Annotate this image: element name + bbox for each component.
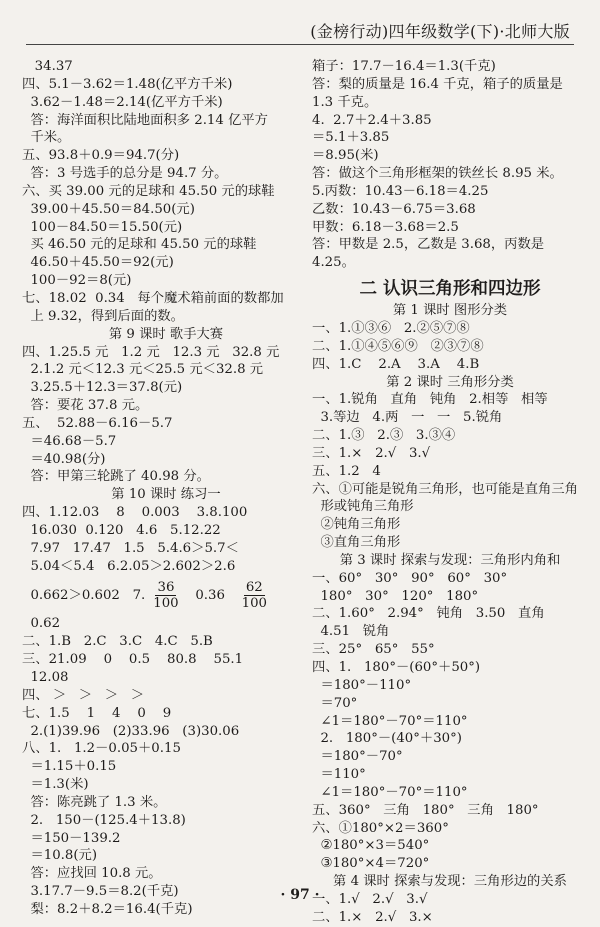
answer-line: 5.丙数：10.43－6.18＝4.25	[312, 183, 489, 199]
answer-line: ③180°×4＝720°	[312, 856, 430, 872]
lesson-heading: 第 9 课时 歌手大赛	[108, 326, 224, 342]
answer-line: 答：做这个三角形框架的铁丝长 8.95 米。	[312, 166, 563, 182]
answer-line: 4. 2.7＋2.4＋3.85	[312, 112, 432, 128]
answer-line: 三、21.09 0 0.5 80.8 55.1	[22, 652, 244, 668]
answer-line: 八、1. 1.2－0.05＋0.15	[22, 741, 181, 757]
answer-line: 甲数：6.18－3.68＝2.5	[312, 219, 459, 235]
answer-line: 千米。	[22, 130, 71, 146]
fraction-numerator: 62	[245, 579, 263, 595]
answer-line: ＝180°－110°	[312, 677, 412, 693]
answer-line: 1.3 千克。	[312, 94, 378, 110]
answer-line: ＝1.15＋0.15	[22, 759, 117, 775]
answer-line: 二、1.B 2.C 3.C 4.C 5.B	[22, 634, 213, 650]
answer-line: ∠1＝180°－70°＝110°	[312, 784, 468, 800]
answer-line: ＝70°	[312, 695, 358, 711]
answer-line: 五、93.8＋0.9＝94.7(分)	[22, 148, 180, 164]
answer-line: ＝10.8(元)	[22, 848, 98, 864]
answer-line: 一、1.①③⑥ 2.②⑤⑦⑧	[312, 320, 470, 336]
lesson-heading: 第 10 课时 练习一	[111, 487, 221, 503]
answer-line: 答：3 号选手的总分是 94.7 分。	[22, 166, 228, 182]
fraction-denominator: 100	[153, 595, 179, 611]
left-column	[22, 58, 310, 919]
answer-line: 答：甲数是 2.5，乙数是 3.68，丙数是	[312, 237, 545, 253]
answer-line: 46.50＋45.50＝92(元)	[22, 255, 174, 271]
answer-line: ＝110°	[312, 767, 366, 783]
answer-line: 二、1.× 2.√ 3.×	[312, 909, 433, 925]
answer-line: 四、1.C 2.A 3.A 4.B	[312, 356, 480, 372]
answer-line: 答：应找回 10.8 元。	[22, 866, 162, 882]
answer-line: ＝180°－70°	[312, 749, 403, 765]
answer-line: 二、1.③ 2.③ 3.③④	[312, 428, 456, 444]
answer-line: 七、1.5 1 4 0 9	[22, 705, 172, 721]
answer-line: 上 9.32，得到后面的数。	[22, 308, 184, 324]
answer-line: 四、 ＞ ＞ ＞ ＞	[22, 687, 145, 703]
answer-line: ＝46.68－5.7	[22, 433, 117, 449]
answer-line: 100－84.50＝15.50(元)	[22, 219, 183, 235]
answer-line: 买 46.50 元的足球和 45.50 元的球鞋	[22, 237, 257, 253]
answer-text: 0.662＞0.602 7.	[22, 587, 146, 603]
fraction-numerator: 36	[157, 579, 175, 595]
answer-line: 箱子：17.7－16.4＝1.3(千克)	[312, 59, 496, 74]
answer-line: 三、1.× 2.√ 3.√	[312, 445, 431, 461]
answer-line: ＝8.95(米)	[312, 148, 379, 164]
answer-line: 3.25.5＋12.3＝37.8(元)	[22, 380, 183, 396]
answer-line: 一、1.√ 2.√ 3.√	[312, 891, 428, 907]
lesson-heading: 第 1 课时 图形分类	[392, 303, 508, 319]
answer-line: 2.1.2 元＜12.3 元＜25.5 元＜32.8 元	[22, 362, 264, 378]
book-title: (金榜行动)四年级数学(下)·北师大版	[310, 22, 570, 41]
answer-line: 7.97 17.47 1.5 5.4.6＞5.7＜	[22, 540, 239, 556]
answer-line: 四、5.1－3.62＝1.48(亿平方千米)	[22, 76, 233, 92]
answer-line: 答：海洋面积比陆地面积多 2.14 亿平方	[22, 112, 268, 128]
answer-line: 4.51 锐角	[312, 624, 390, 640]
answer-line: 3.17.7－9.5＝8.2(千克)	[22, 884, 179, 900]
answer-line: 七、18.02 0.34 每个魔术箱前面的数都加	[22, 290, 284, 306]
answer-line: 34.37	[22, 59, 73, 74]
answer-line: 2. 150－(125.4＋13.8)	[22, 812, 186, 828]
answer-line: 五、 52.88－6.16－5.7	[22, 415, 173, 431]
page-header	[0, 0, 600, 60]
answer-line: 五、1.2 4	[312, 463, 381, 479]
answer-line: 六、买 39.00 元的足球和 45.50 元的球鞋	[22, 183, 275, 199]
answer-line: 2.(1)39.96 (2)33.96 (3)30.06	[22, 723, 240, 739]
answer-line: 乙数：10.43－6.75＝3.68	[312, 201, 476, 217]
lesson-heading: 第 3 课时 探索与发现：三角形内角和	[339, 552, 561, 568]
answer-line: 形或钝角三角形	[312, 499, 414, 515]
answer-line: 39.00＋45.50＝84.50(元)	[22, 201, 195, 217]
answer-line: 12.08	[22, 670, 69, 685]
answer-line: 一、1.锐角 直角 钝角 2.相等 相等	[312, 392, 548, 408]
answer-line: 梨：8.2＋8.2＝16.4(千克)	[22, 901, 193, 917]
answer-line: 答：梨的质量是 16.4 千克，箱子的质量是	[312, 76, 563, 92]
answer-line: ∠1＝180°－70°＝110°	[312, 713, 468, 729]
answer-line: ②180°×3＝540°	[312, 838, 430, 854]
header-divider	[26, 44, 574, 45]
answer-line: 六、①可能是锐角三角形，也可能是直角三角	[312, 481, 578, 497]
answer-line: 一、60° 30° 90° 60° 30°	[312, 570, 508, 586]
answer-line: 100－92＝8(元)	[22, 273, 132, 289]
answer-line: 四、1. 180°－(60°＋50°)	[312, 660, 481, 675]
answer-line: ＝150－139.2	[22, 830, 121, 846]
fraction	[151, 580, 180, 611]
fraction-denominator: 100	[241, 595, 267, 611]
answer-line: ②钝角三角形	[312, 517, 401, 533]
answer-line: 2. 180°－(40°＋30°)	[312, 731, 462, 747]
answer-line: 3.等边 4.两 一 一 5.锐角	[312, 410, 503, 426]
answer-line: 二、1.60° 2.94° 钝角 3.50 直角	[312, 606, 545, 622]
answer-line: 答：要花 37.8 元。	[22, 398, 149, 414]
answer-line: 180° 30° 120° 180°	[312, 588, 479, 604]
answer-line: 3.62－1.48＝2.14(亿平方千米)	[22, 94, 223, 110]
answer-line: 答：甲第三轮跳了 40.98 分。	[22, 469, 210, 485]
answer-text: 0.36	[182, 587, 238, 603]
answer-line: ＝1.3(米)	[22, 777, 89, 793]
answer-line: 五、360° 三角 180° 三角 180°	[312, 802, 539, 818]
answer-line: 四、1.12.03 8 0.003 3.8.100	[22, 505, 248, 521]
answer-line: 四、1.25.5 元 1.2 元 12.3 元 32.8 元	[22, 344, 280, 360]
answer-line: ＝40.98(分)	[22, 451, 106, 467]
answer-line-fraction	[22, 575, 310, 615]
answer-line: 5.04＜5.4 6.2.05＞2.602＞2.6	[22, 558, 236, 574]
answer-line: 16.030 0.120 4.6 5.12.22	[22, 522, 221, 538]
right-column	[312, 58, 588, 927]
answer-line: 4.25。	[312, 255, 355, 271]
answer-line: 二、1.①④⑤⑥⑨ ②③⑦⑧	[312, 338, 484, 354]
answer-line: ③直角三角形	[312, 535, 401, 551]
answer-line: 六、①180°×2＝360°	[312, 820, 449, 836]
chapter-heading: 二 认识三角形和四边形	[359, 279, 541, 300]
fraction	[240, 580, 269, 611]
answer-line: 0.62	[22, 616, 61, 632]
page-number: · 97 ·	[280, 887, 320, 903]
answer-line: 答：陈亮跳了 1.3 米。	[22, 794, 167, 810]
answer-line: ＝5.1＋3.85	[312, 130, 390, 146]
answer-line: 三、25° 65° 55°	[312, 642, 435, 658]
lesson-heading: 第 4 课时 探索与发现：三角形边的关系	[333, 874, 567, 890]
lesson-heading: 第 2 课时 三角形分类	[386, 374, 514, 390]
